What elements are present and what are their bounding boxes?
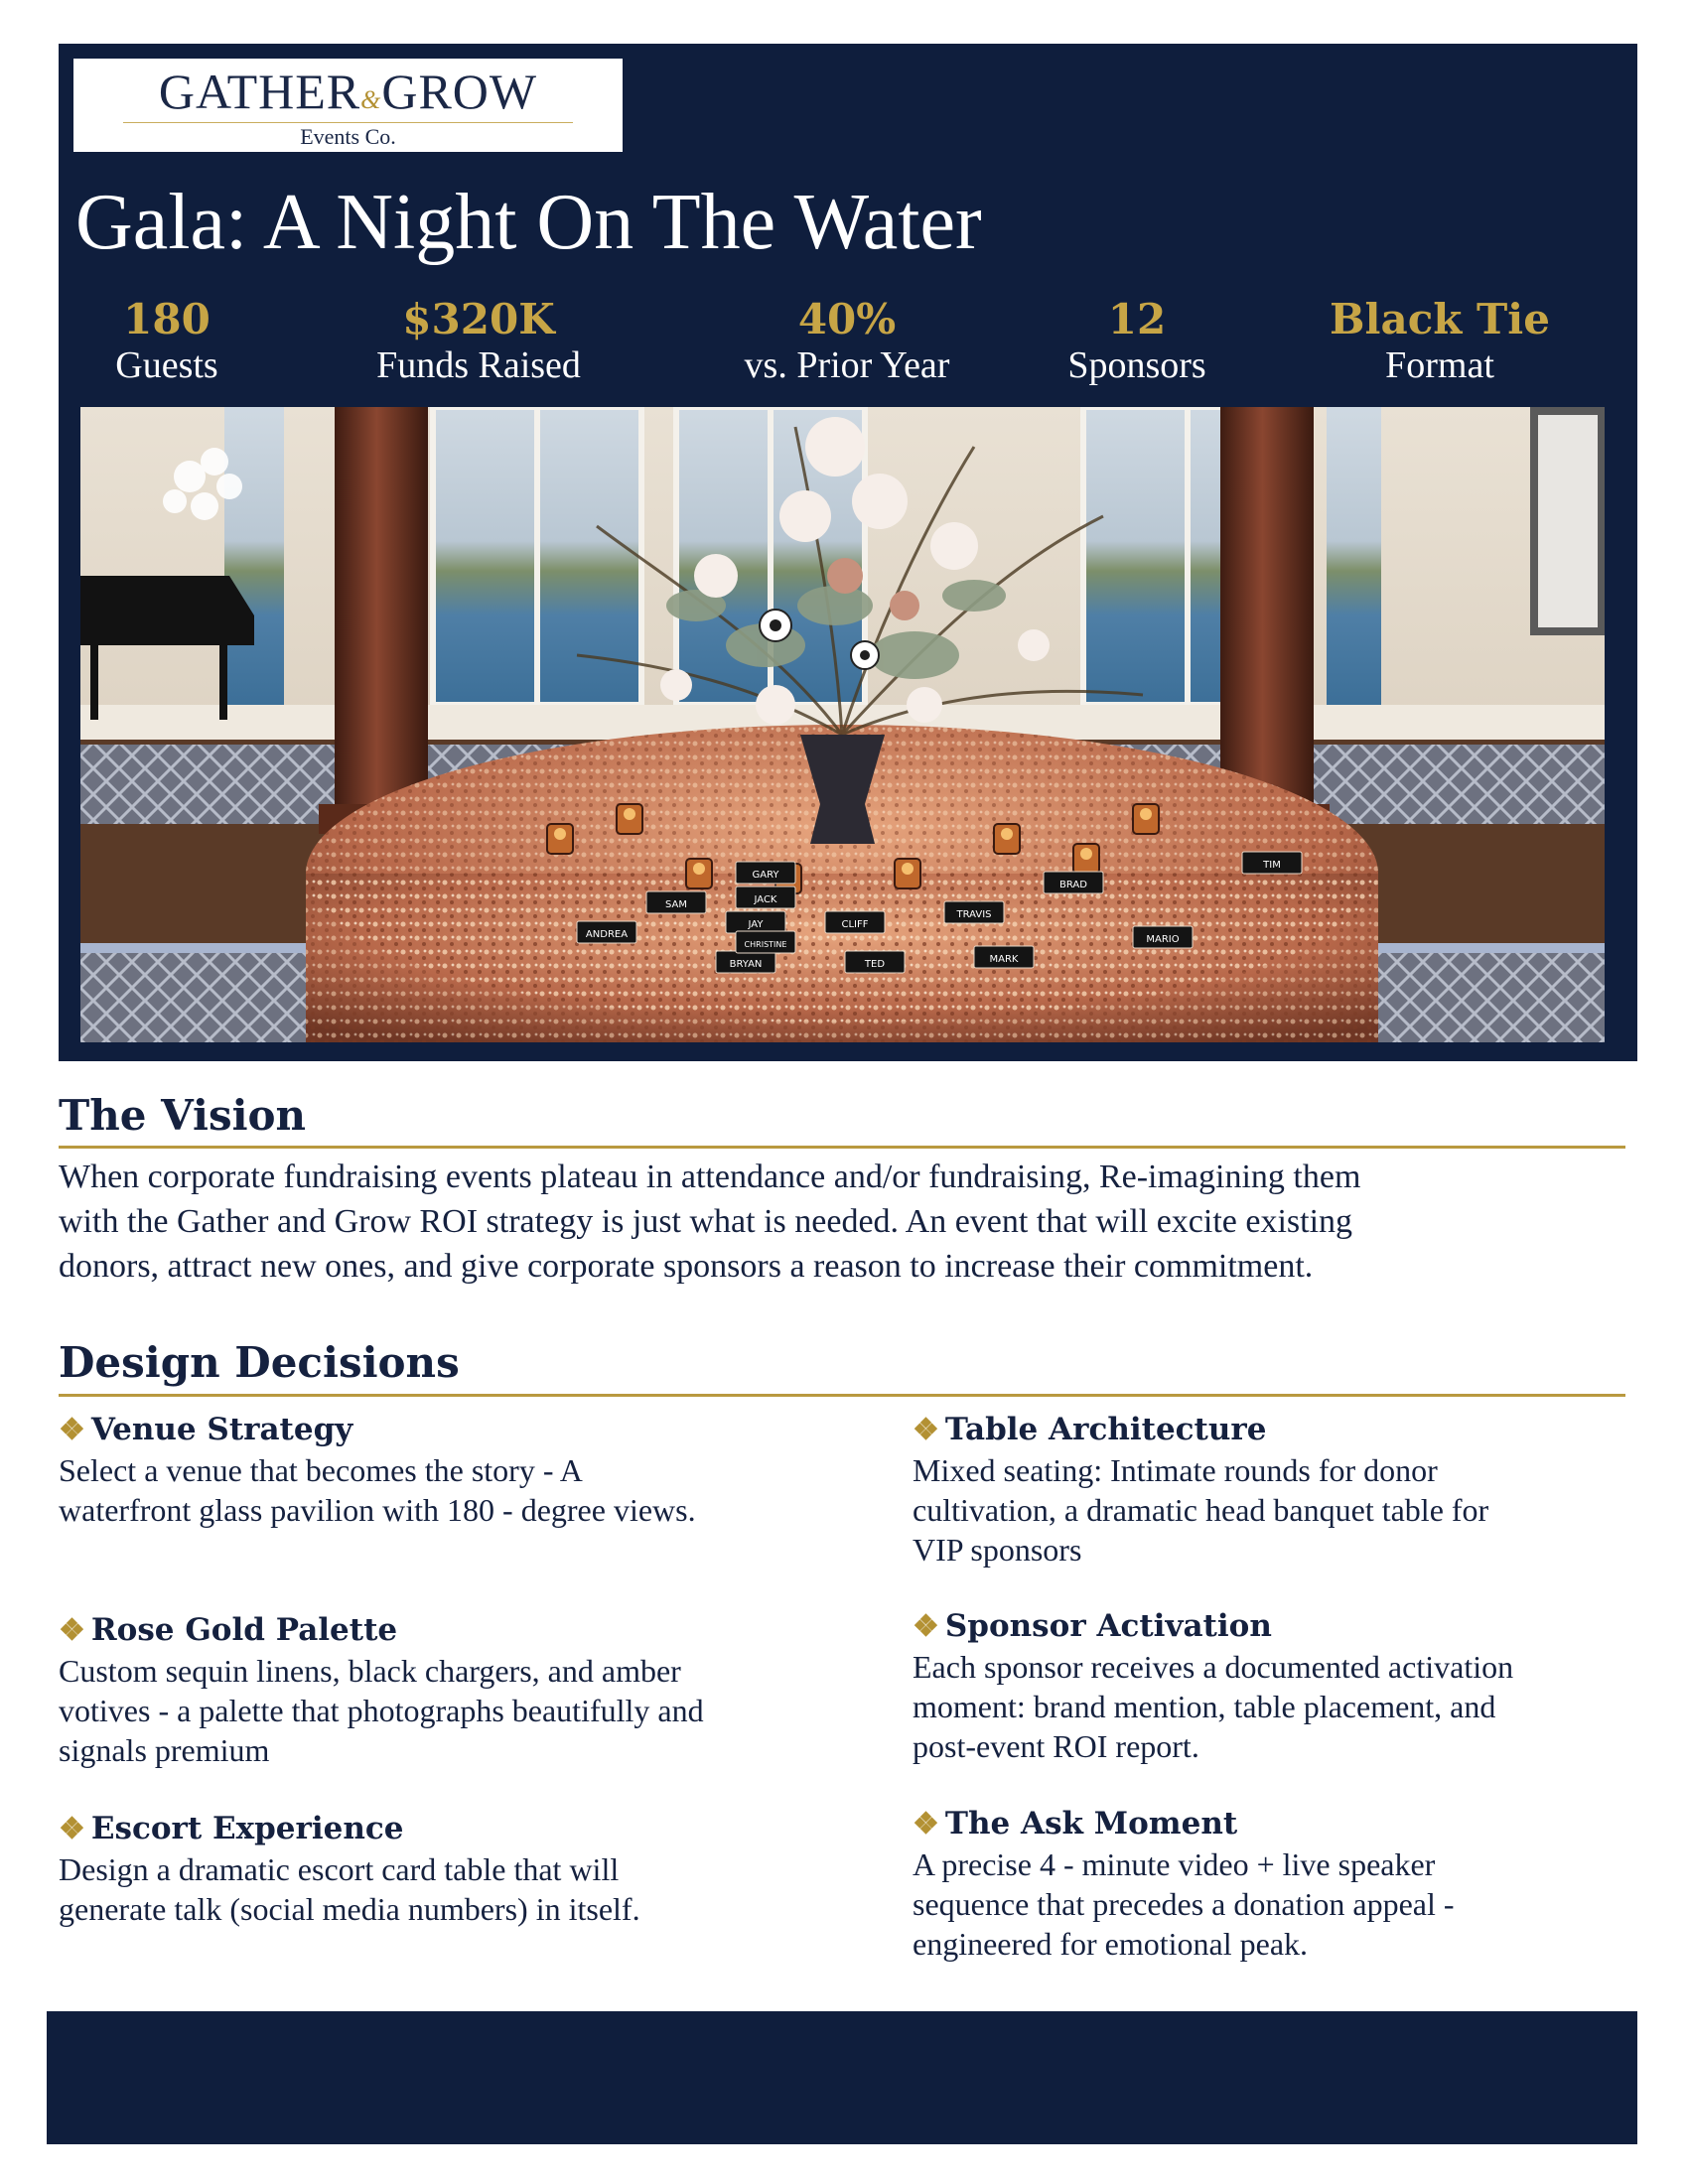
design-decisions-divider (59, 1394, 1625, 1397)
decision-the-ask-moment (913, 1804, 1688, 1964)
footer-bar (47, 2011, 1637, 2144)
decision-text: A precise 4 - minute video + live speaker sequence that precedes a donation appeal - engineered for emotional peak. (913, 1846, 1455, 1962)
stat-vs-prior-year (710, 294, 984, 385)
event-photo (80, 407, 1605, 1042)
decision-venue-strategy (59, 1410, 853, 1530)
place-card-name: TIM (1263, 860, 1281, 871)
place-card (1133, 926, 1193, 948)
decision-text: Mixed seating: Intimate rounds for donor cultivation, a dramatic head banquet table for VIP sponsors (913, 1452, 1489, 1568)
diamond-bullet-icon: ❖ (913, 1807, 939, 1842)
vision-divider (59, 1146, 1625, 1149)
decision-text: Custom sequin linens, black chargers, and amber votives - a palette that photographs beautifully and signals premium (59, 1653, 704, 1768)
logo-subtitle: Events Co. (300, 124, 396, 149)
decision-title: ❖ Table Architecture (913, 1412, 1267, 1447)
place-card-name: SAM (664, 899, 688, 910)
place-card (736, 862, 795, 884)
decision-title: ❖ Escort Experience (59, 1811, 404, 1846)
place-card (845, 951, 905, 973)
stat-value: 40% (797, 295, 897, 343)
escort-card-table-illustration (80, 407, 1605, 1042)
vision-line: When corporate fundraising events plateau in attendance and/or fundraising, Re-imagining them (59, 1159, 1361, 1195)
decision-title: ❖ Sponsor Activation (913, 1608, 1272, 1644)
stat-label: Funds Raised (376, 344, 581, 386)
place-card (1242, 852, 1302, 874)
place-card-name: JAY (748, 919, 764, 930)
vision-heading: The Vision (59, 1091, 307, 1140)
decision-text: Select a venue that becomes the story - A waterfront glass pavilion with 180 - degree views. (59, 1452, 696, 1528)
decision-escort-experience (59, 1809, 853, 1929)
place-card (974, 946, 1034, 968)
stat-guests (87, 294, 246, 385)
decision-table-architecture (913, 1410, 1688, 1570)
stat-label: Sponsors (1067, 344, 1206, 386)
vision-line: donors, attract new ones, and give corporate sponsors a reason to increase their commitment. (59, 1248, 1314, 1285)
stat-label: Format (1385, 344, 1494, 386)
stat-value: 180 (123, 295, 211, 343)
place-card-name: ANDREA (585, 929, 629, 940)
design-decisions-heading: Design Decisions (59, 1338, 460, 1387)
place-card-name: BRYAN (729, 959, 763, 970)
stat-value: Black Tie (1330, 295, 1550, 343)
stat-label: Guests (115, 344, 218, 386)
logo-divider (123, 122, 573, 123)
place-card-name: CHRISTINE (744, 940, 787, 949)
vision-paragraph (59, 1155, 1647, 1289)
place-card (825, 911, 885, 933)
place-card (736, 931, 795, 953)
stat-format (1291, 294, 1589, 385)
stat-sponsors (1033, 294, 1241, 385)
place-card-name: GARY (752, 870, 779, 881)
place-card-name: CLIFF (841, 919, 869, 930)
place-card (577, 921, 636, 943)
stat-label: vs. Prior Year (744, 344, 950, 386)
logo-wordmark: GATHER&GROW (158, 64, 538, 119)
place-card-name: JACK (754, 894, 777, 905)
decision-text: Each sponsor receives a documented activation moment: brand mention, table placement, and post-event ROI report. (913, 1649, 1514, 1764)
diamond-bullet-icon: ❖ (913, 1413, 939, 1447)
place-card (646, 891, 706, 913)
place-card (736, 887, 795, 908)
stat-value: $320K (402, 295, 555, 343)
diamond-bullet-icon: ❖ (59, 1613, 85, 1648)
place-card (726, 911, 785, 933)
decision-title: ❖ The Ask Moment (913, 1806, 1238, 1842)
place-card-name: BRAD (1059, 880, 1087, 890)
decision-title: ❖ Venue Strategy (59, 1412, 353, 1447)
place-card (716, 951, 775, 973)
company-logo (73, 59, 623, 152)
place-card-name: TED (864, 959, 886, 970)
page-title: Gala: A Night On The Water (75, 179, 982, 266)
place-card-name: TRAVIS (956, 909, 992, 920)
decision-title: ❖ Rose Gold Palette (59, 1612, 398, 1648)
decision-sponsor-activation (913, 1606, 1688, 1766)
place-card (1044, 872, 1103, 893)
diamond-bullet-icon: ❖ (913, 1609, 939, 1644)
diamond-bullet-icon: ❖ (59, 1812, 85, 1846)
place-card-name: MARK (989, 954, 1019, 965)
vision-line: with the Gather and Grow ROI strategy is just what is needed. An event that will excite existing (59, 1203, 1353, 1240)
decision-rose-gold-palette (59, 1610, 853, 1770)
place-card (944, 901, 1004, 923)
stat-funds-raised (343, 294, 615, 385)
decision-text: Design a dramatic escort card table that will generate talk (social media numbers) in itself. (59, 1851, 640, 1927)
place-card-name: MARIO (1146, 934, 1180, 945)
stat-value: 12 (1107, 295, 1167, 343)
diamond-bullet-icon: ❖ (59, 1413, 85, 1447)
